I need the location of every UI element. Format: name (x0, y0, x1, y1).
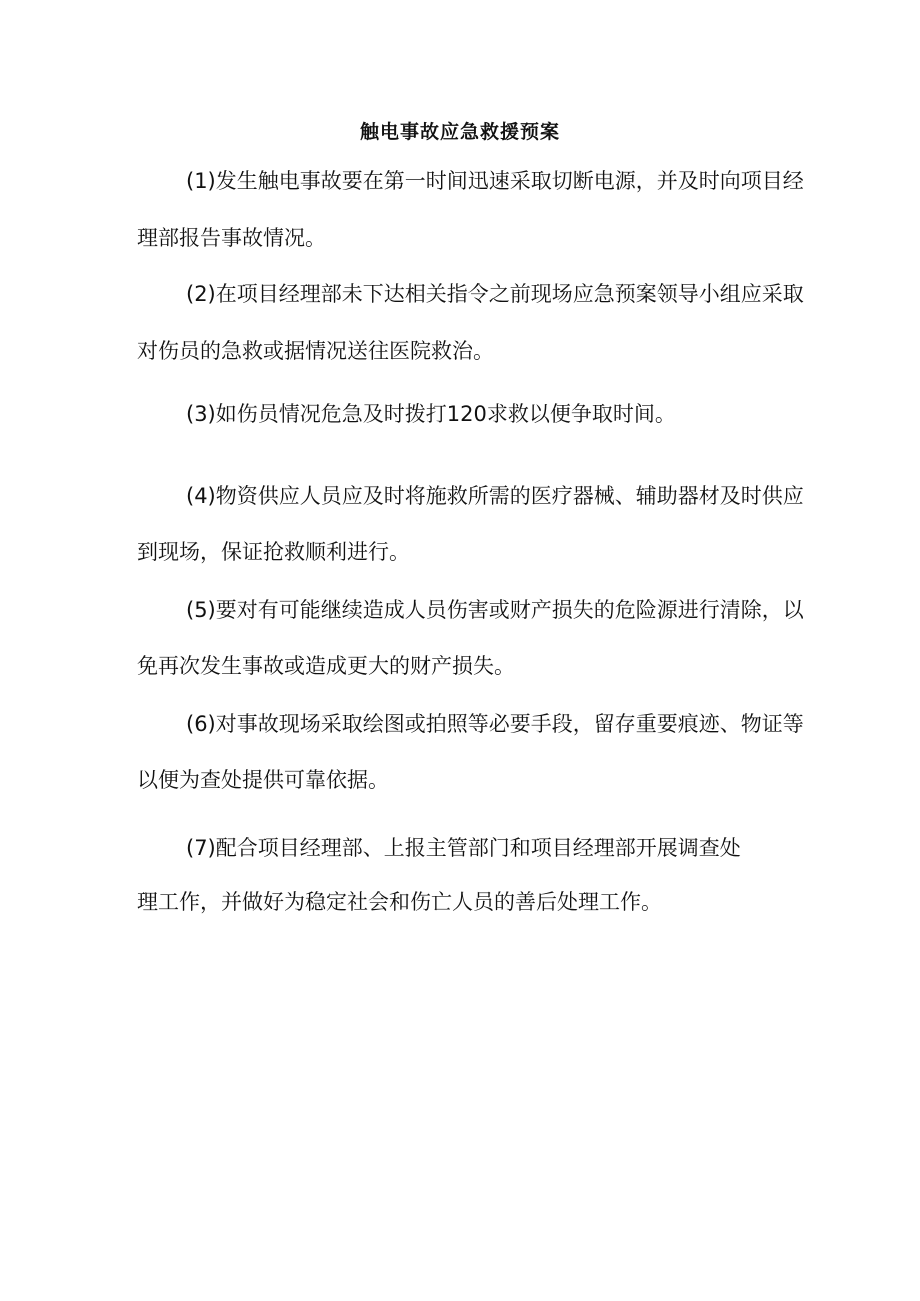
paragraph-2-line-2: 对伤员的急救或据情况送往医院救治。 (137, 339, 494, 363)
paragraph-7-line-1: (7)配合项目经理部、上报主管部门和项目经理部开展调查处 (186, 836, 741, 860)
paragraph-6-line-2: 以便为查处提供可靠依据。 (137, 768, 389, 792)
paragraph-6-line-1: (6)对事故现场采取绘图或拍照等必要手段，留存重要痕迹、物证等 (186, 712, 804, 736)
paragraph-5-line-2: 免再次发生事故或造成更大的财产损失。 (137, 654, 515, 678)
paragraph-4-line-1: (4)物资供应人员应及时将施救所需的医疗器械、辅助器材及时供应 (186, 484, 804, 508)
paragraph-2-line-1: (2)在项目经理部未下达相关指令之前现场应急预案领导小组应采取 (186, 282, 804, 306)
paragraph-5-line-1: (5)要对有可能继续造成人员伤害或财产损失的危险源进行清除，以 (186, 598, 804, 622)
paragraph-1-line-1: (1)发生触电事故要在第一时间迅速采取切断电源，并及时向项目经 (186, 169, 804, 193)
document-title: 触电事故应急救援预案 (359, 121, 560, 143)
paragraph-1-line-2: 理部报告事故情况。 (137, 226, 326, 250)
paragraph-4-line-2: 到现场，保证抢救顺利进行。 (137, 540, 410, 564)
paragraph-3-line-1: (3)如伤员情况危急及时拨打120求救以便争取时间。 (186, 402, 676, 426)
paragraph-7-line-2: 理工作，并做好为稳定社会和伤亡人员的善后处理工作。 (137, 890, 662, 914)
